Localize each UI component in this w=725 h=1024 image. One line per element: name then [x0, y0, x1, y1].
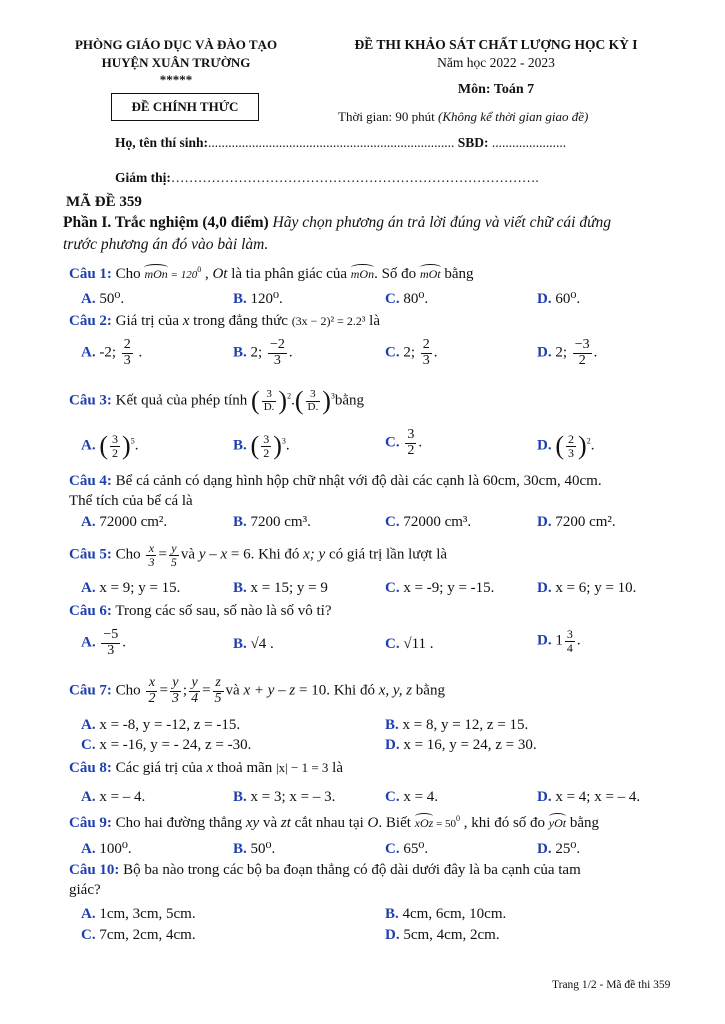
- q3-text: bằng: [334, 392, 365, 409]
- q6-option-d[interactable]: D. 1 $\frac{3}{4}$ .: [537, 627, 581, 655]
- q4-text: Bể cá cảnh có dạng hình hộp chữ nhật với độ dài các cạnh là 60cm, 30cm, 40cm.: [111, 473, 602, 489]
- q1-option-d[interactable]: D. 60⁰.: [537, 291, 581, 307]
- q4-option-a[interactable]: A. 72000 cm².: [81, 514, 168, 530]
- angle-yOt: yOt: [549, 813, 566, 831]
- question-6: [69, 603, 332, 620]
- candidate-row: [115, 135, 566, 151]
- question-7: Câu 7: Cho $\frac{x}{2}$ = $\frac{y}{3}$ ; $\frac{y}{4}$ = $\frac{z}{5}$ và x + y – z = 10. Khi đó x, y, z bằng: [69, 675, 445, 706]
- department-name: PHÒNG GIÁO DỤC VÀ ĐÀO TẠO: [74, 37, 278, 52]
- q4-option-c[interactable]: C. 72000 cm³.: [385, 514, 472, 530]
- q9-option-a[interactable]: A. 100⁰.: [81, 841, 132, 857]
- q1-option-b[interactable]: B. 120⁰.: [233, 291, 283, 307]
- q10-option-c[interactable]: C. 7cm, 2cm, 4cm.: [81, 927, 196, 943]
- q2-option-c[interactable]: C. 2; $\frac{2}{3}$ .: [385, 337, 438, 368]
- q3-option-c[interactable]: C. $\frac{3}{2}$ .: [385, 427, 423, 458]
- q8-option-b[interactable]: B. x = 3; x = – 3.: [233, 789, 336, 805]
- exam-code: MÃ ĐỀ 359: [66, 194, 142, 210]
- q2-text: trong đẳng thức: [189, 313, 292, 329]
- q2-text: Giá trị của: [111, 313, 183, 329]
- duration-text: Thời gian: 90 phút: [338, 109, 439, 124]
- subject: Môn: Toán 7: [457, 82, 535, 97]
- part1-instruction-cont: trước phương án đó vào bài làm.: [63, 236, 269, 253]
- q2-option-b[interactable]: B. 2; $\frac{-2}{3}$ .: [233, 337, 293, 368]
- q3-text: Kết quả của phép tính: [111, 392, 252, 409]
- q1-ray: Ot: [212, 266, 228, 282]
- q9-option-c[interactable]: C. 65⁰.: [385, 841, 429, 857]
- q1-degree: 0: [197, 265, 202, 274]
- duration-note: (Không kể thời gian giao đề): [438, 109, 589, 124]
- q6-option-c[interactable]: C. √11 .: [385, 636, 434, 652]
- question-8: Câu 8: Các giá trị của x thoả mãn |x| − 1 = 3 là: [69, 760, 343, 776]
- angle-mOt: mOt: [420, 264, 441, 282]
- q7-option-c[interactable]: C. x = -16, y = - 24, z = -30.: [81, 737, 252, 753]
- question-4-cont: Thể tích của bể cá là: [69, 493, 193, 509]
- angle-mOn: mOn: [144, 264, 167, 282]
- q4-option-d[interactable]: D. 7200 cm².: [537, 514, 616, 530]
- q1-text: là tia phân giác của: [227, 266, 351, 282]
- angle-mOn: mOn: [351, 264, 374, 282]
- q5-option-b[interactable]: B. x = 15; y = 9: [233, 580, 328, 596]
- q8-option-c[interactable]: C. x = 4.: [385, 789, 439, 805]
- q6-option-b[interactable]: B. √4 .: [233, 636, 274, 652]
- q4-label: Câu 4:: [69, 473, 112, 489]
- q2-option-d[interactable]: D. 2; $\frac{-3}{2}$ .: [537, 337, 598, 368]
- q5-label: Câu 5:: [69, 546, 112, 563]
- q6-option-a[interactable]: A. $\frac{-5}{3}$ .: [81, 627, 126, 658]
- q3-option-b[interactable]: B. ( $\frac{3}{2}$ )$^3$.: [233, 431, 290, 460]
- school-year: Năm học 2022 - 2023: [437, 55, 555, 70]
- q5-option-d[interactable]: D. x = 6; y = 10.: [537, 580, 637, 596]
- q7-option-a[interactable]: A. x = -8, y = -12, z = -15.: [81, 717, 241, 733]
- q5-option-c[interactable]: C. x = -9; y = -15.: [385, 580, 495, 596]
- q5-option-a[interactable]: A. x = 9; y = 15.: [81, 580, 181, 596]
- part1-heading: [63, 214, 611, 232]
- part1-title: Phần I. Trắc nghiệm (4,0 điểm): [63, 214, 273, 231]
- angle-xOz: xOz: [415, 813, 434, 831]
- q9-option-d[interactable]: D. 25⁰.: [537, 841, 581, 857]
- question-5: Câu 5: Cho $\frac{x}{3}$ = $\frac{y}{5}$ và y – x = 6. Khi đó x; y có giá trị lần lượt là: [69, 541, 448, 569]
- q1-text: Cho: [111, 266, 145, 282]
- q1-text: . Số đo: [374, 266, 420, 282]
- q4-option-b[interactable]: B. 7200 cm³.: [233, 514, 311, 530]
- page-footer: Trang 1/2 - Mã đề thi 359: [552, 979, 671, 991]
- q3-label: Câu 3:: [69, 392, 112, 409]
- q10-option-b[interactable]: B. 4cm, 6cm, 10cm.: [385, 906, 507, 922]
- q8-option-a[interactable]: A. x = – 4.: [81, 789, 146, 805]
- exam-title: ĐỀ THI KHẢO SÁT CHẤT LƯỢNG HỌC KỲ I: [354, 37, 638, 52]
- proctor-dots: ……………………………………………………………………….: [170, 170, 539, 185]
- question-2: [69, 313, 380, 330]
- q2-text: là: [365, 313, 380, 329]
- q10-option-d[interactable]: D. 5cm, 4cm, 2cm.: [385, 927, 500, 943]
- q3-option-a[interactable]: A. ( $\frac{3}{2}$ )$^5$.: [81, 431, 139, 460]
- proctor-row: [115, 170, 539, 186]
- sbd-dots: ......................: [491, 135, 567, 150]
- q8-label: Câu 8:: [69, 760, 112, 776]
- q6-text: Trong các số sau, số nào là số vô tỉ?: [111, 603, 332, 619]
- q9-label: Câu 9:: [69, 815, 112, 831]
- question-9: Câu 9: Cho hai đường thẳng xy và zt cắt nhau tại O. Biết xOz = $50^0$ , khi đó số đo yOt bằng: [69, 814, 600, 831]
- q7-label: Câu 7:: [69, 682, 112, 699]
- q1-eq: = 120: [167, 269, 198, 281]
- question-1: [69, 264, 474, 283]
- question-3: Câu 3: Kết quả của phép tính ( $\frac{3}{D.}$ )$^2$.( $\frac{3}{D.}$ )$^3$bằng: [69, 386, 365, 415]
- q1-text: ,: [201, 266, 213, 282]
- q1-text: bằng: [440, 266, 474, 282]
- q5-text: Cho: [111, 546, 145, 563]
- q2-option-a[interactable]: A. -2; $\frac{2}{3}$ .: [81, 337, 143, 368]
- q2-expression: (3x − 2)² = 2.2³: [291, 314, 366, 328]
- name-dots: .........................................................................: [208, 135, 455, 150]
- district-name: HUYỆN XUÂN TRƯỜNG: [101, 55, 251, 70]
- q1-label: Câu 1:: [69, 266, 112, 282]
- q8-option-d[interactable]: D. x = 4; x = – 4.: [537, 789, 641, 805]
- q9-option-b[interactable]: B. 50⁰.: [233, 841, 276, 857]
- official-stamp: ĐỀ CHÍNH THỨC: [111, 93, 259, 121]
- duration: [338, 109, 588, 125]
- q1-option-c[interactable]: C. 80⁰.: [385, 291, 429, 307]
- question-4: [69, 473, 602, 490]
- q10-label: Câu 10:: [69, 862, 120, 878]
- q7-option-d[interactable]: D. x = 16, y = 24, z = 30.: [385, 737, 537, 753]
- name-label: Họ, tên thí sinh:: [115, 135, 209, 150]
- q2-var: x: [182, 313, 190, 329]
- q3-option-d[interactable]: D. ( $\frac{2}{3}$ )$^2$.: [537, 431, 595, 460]
- question-10: Câu 10: Bộ ba nào trong các bộ ba đoạn thẳng có độ dài dưới đây là ba cạnh của tam: [69, 862, 581, 878]
- q10-option-a[interactable]: A. 1cm, 3cm, 5cm.: [81, 906, 196, 922]
- q2-label: Câu 2:: [69, 313, 112, 329]
- q6-label: Câu 6:: [69, 603, 112, 619]
- q1-option-a[interactable]: A. 50⁰.: [81, 291, 125, 307]
- question-10-cont: giác?: [69, 882, 101, 898]
- stars-divider: *****: [159, 72, 193, 87]
- proctor-label: Giám thị:: [115, 170, 171, 185]
- part1-instruction: Hãy chọn phương án trả lời đúng và viết chữ cái đứng: [272, 214, 612, 231]
- q7-option-b[interactable]: B. x = 8, y = 12, z = 15.: [385, 717, 529, 733]
- sbd-label: SBD:: [457, 135, 492, 150]
